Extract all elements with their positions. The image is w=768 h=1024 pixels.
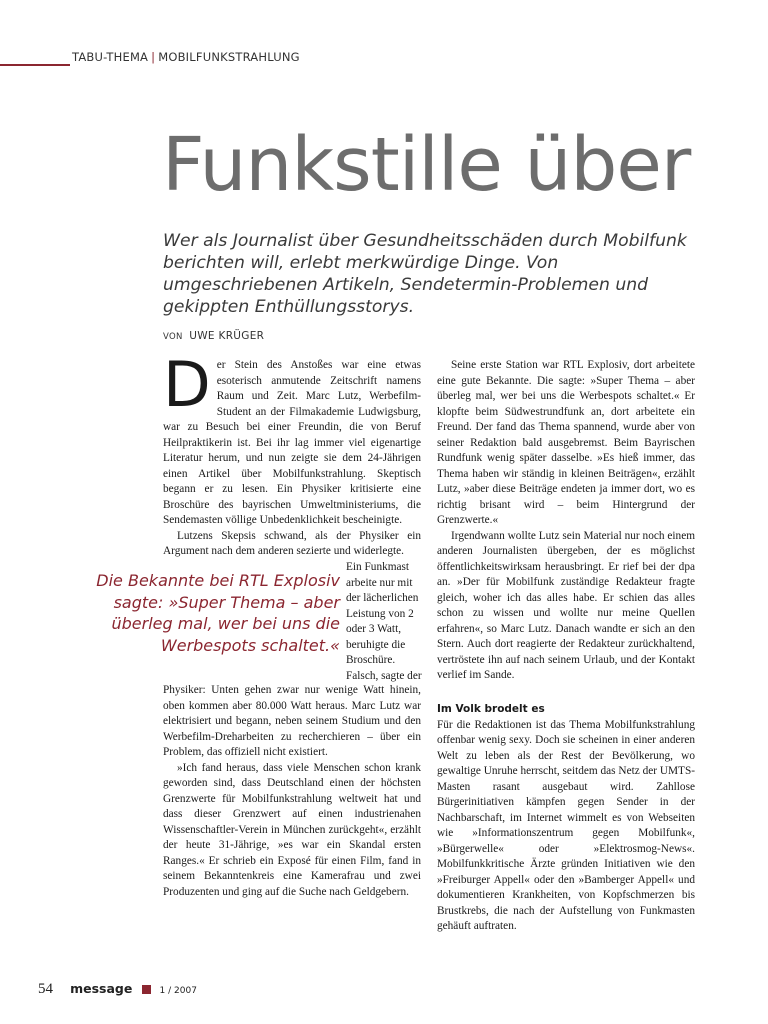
- article-lead: Wer als Journalist über Gesundheitsschäden durch Mobilfunk berichten will, erlebt merkwürdige Dinge. Von umgeschriebenen Artikeln, Sendetermin-Problemen und gekippten Enthüllungsstorys.: [163, 231, 687, 317]
- subheading: Im Volk brodelt es: [437, 703, 545, 715]
- issue-number: 1 / 2007: [159, 986, 197, 996]
- paragraph: Für die Redaktionen ist das Thema Mobilfunkstrahlung offenbar wenig sexy. Doch sie scheinen in einer anderen Welt zu leben als der Rest der Bevölkerung, wo gewaltige Unruhe herrscht, seitdem das Netz der UMTS-Masten rasant ausgebaut wird. Zahllose Bürgerinitiativen kämpfen gegen Sender in der Nachbarschaft, im Internet wimmelt es von Webseiten wie »Informationszentrum gegen Mobilfunk«, »Bürgerwelle« oder »Elektrosmog-News«. Mobilfunkkritische Ärzte gründen Initiativen wie den »Freiburger Appell« oder den »Bamberger Appell« und dokumentieren Krankheiten, von Kopfschmerzen bis Brustkrebs, die nach der Aufstellung von Funkmasten gehäuft auftraten.: [437, 718, 695, 932]
- kicker-topic: TABU-THEMA: [72, 50, 149, 64]
- drop-cap: D: [163, 348, 211, 421]
- column-1-top: [163, 348, 421, 560]
- byline-prefix: VON: [163, 332, 183, 342]
- pullquote: Die Bekannte bei RTL Explosiv sagte: »Super Thema – aber überleg mal, wer bei uns die Werbespots schaltet.«: [96, 571, 340, 655]
- column-1-bottom: [163, 683, 421, 900]
- column-2-top: [437, 358, 695, 684]
- header-rule: [0, 64, 70, 66]
- kicker-separator: |: [151, 50, 156, 64]
- kicker-subject: MOBILFUNKSTRAHLUNG: [158, 50, 300, 64]
- paragraph: Irgendwann wollte Lutz sein Material nur noch einem anderen Journalisten übergeben, der es möglichst öffentlichkeitswirksam herausbringt. Er rief bei der dpa an. »Der für Mobilfunk zuständige Redakteur fragte gleich, woher ich das alles habe. Er schien das alles schon zu wissen und wollte nur meine Quellen erfahren«, so Marc Lutz. Danach wandte er sich an den Stern. Auch dort reagierte der Redakteur zurückhaltend, vertröstete ihn auf nach seinem Urlaub, und der Kontakt verlief im Sande.: [437, 529, 695, 681]
- pullquote-box: [88, 570, 340, 656]
- page-number: 54: [38, 981, 53, 997]
- page-footer: [38, 978, 197, 998]
- magazine-name: message: [70, 981, 133, 996]
- paragraph: Seine erste Station war RTL Explosiv, dort arbeitete eine gute Bekannte. Die sagte: »Super Thema – aber überleg mal, wer bei uns die Werbespots schaltet.« Er klopfte beim Südwestrundfunk an, dort arbeitete ein Freund. Der fand das Thema spannend, wurde aber von seiner Redaktion bald ausgebremst. Beim Bayrischen Rundfunk wenig später dasselbe. »Es hieß immer, das Thema haben wir ständig in kleinen Beiträgen«, erzählt Lutz, »aber diese Beiträge endeten ja immer dort, wo es richtig brisant wird – beim Hintergrund der Grenzwerte.«: [437, 359, 695, 526]
- byline: [163, 330, 264, 342]
- kicker: [72, 50, 300, 64]
- col1-p1-text: er Stein des Anstoßes war eine etwas esoterisch anmutende Zeitschrift namens Raum und Zeit. Marc Lutz, Werbefilm-Student an der Filmakademie Ludwigsburg, war zu Besuch bei einer Freundin, die von Beruf Heilpraktikerin ist. Bei ihr lag immer viel eigenartige Literatur herum, und nun zeigte sie dem 24-Jährigen einen Artikel über Mobilfunkstrahlung. Skeptisch begann er zu lesen. Ein Physiker kritisierte eine Broschüre des bayrischen Umweltministeriums, die Sendemasten völlige Unbedenklichkeit bescheinigte.: [163, 359, 421, 526]
- paragraph: [163, 348, 421, 529]
- article-title: Funkstille über: [162, 122, 691, 208]
- accent-square: [142, 985, 151, 994]
- column-2-bottom: [437, 695, 695, 935]
- paragraph: »Ich fand heraus, dass viele Menschen schon krank geworden sind, dass Deutschland einen der höchsten Grenzwerte für Mobilfunkstrahlung weltweit hat und dass dieser Grenzwert auf einen industrienahen Wissenschaftler-Verein in München zurückgeht«, erzählt der heute 31-Jährige, »es war ein Skandal ersten Ranges.« Er schrieb ein Exposé für einen Film, fand in seinem Bekanntenkreis eine Kamerafrau und zwei Produzenten und ging auf die Suche nach Geldgebern.: [163, 761, 421, 898]
- narrow-text: Ein Funkmast arbeite nur mit der lächerlichen Leistung von 2 oder 3 Watt, beruhigte die Broschüre. Falsch, sagte der: [346, 561, 422, 682]
- paragraph: Physiker: Unten gehen zwar nur wenige Watt hinein, oben kommen aber 80.000 Watt heraus. Marc Lutz war elektrisiert und begann, neben seinem Studium und den Werbefilm-Dreharbeiten zu recherchieren – über ein Problem, das offiziell nicht existiert.: [163, 684, 421, 758]
- paragraph: Lutzens Skepsis schwand, als der Physiker ein Argument nach dem anderen sezierte und widerlegte.: [163, 529, 421, 557]
- byline-author: UWE KRÜGER: [189, 330, 265, 342]
- narrow-column: [346, 560, 422, 684]
